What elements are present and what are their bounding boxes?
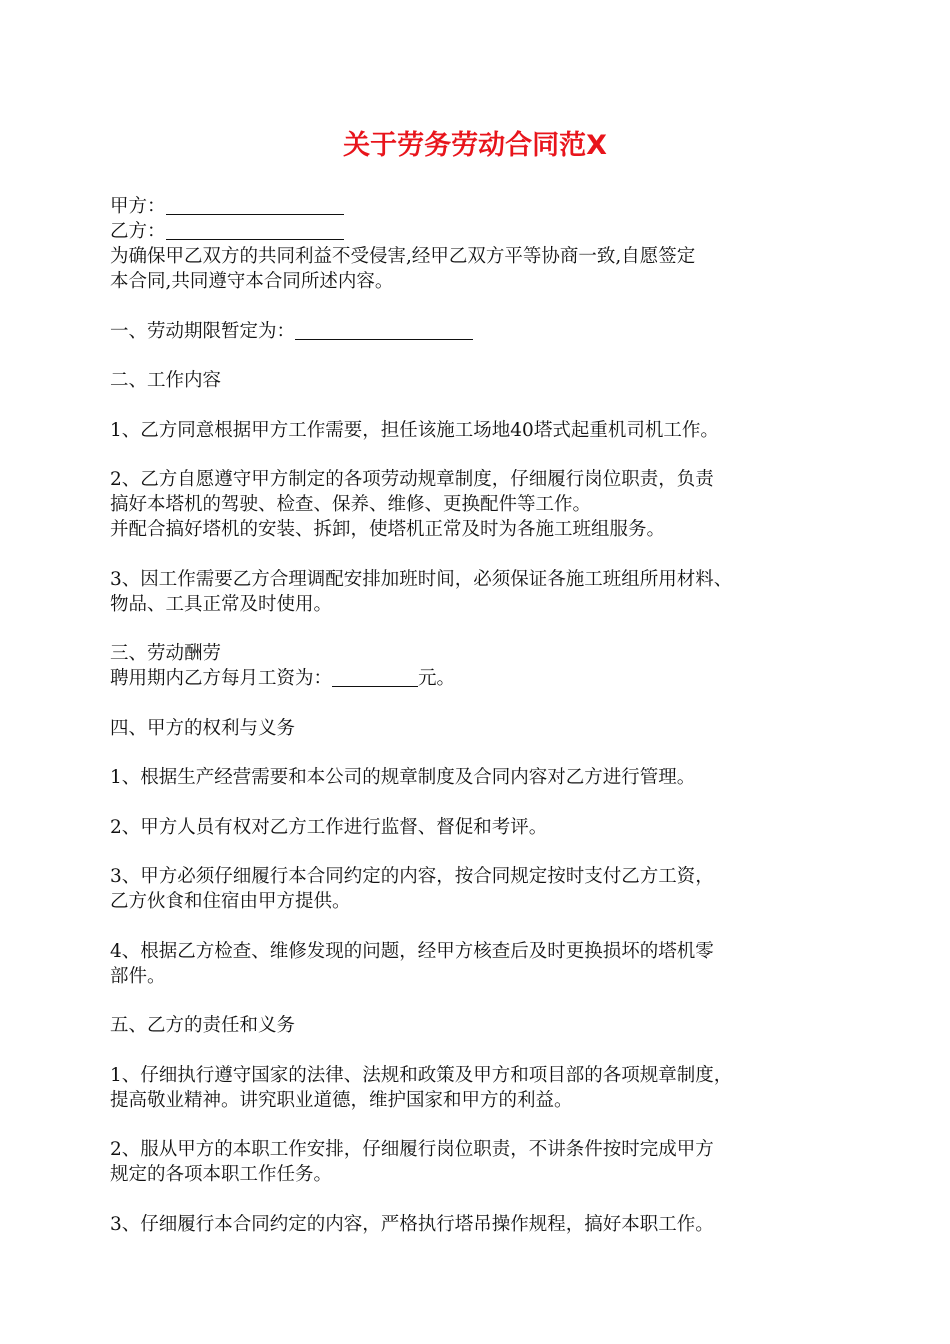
paragraph-line: 3、仔细履行本合同约定的内容，严格执行塔吊操作规程，搞好本职工作。 bbox=[110, 1213, 714, 1235]
paragraph-line: 搞好本塔机的驾驶、检查、保养、维修、更换配件等工作。 bbox=[110, 494, 592, 515]
paragraph-line: 3、甲方必须仔细履行本合同约定的内容，按合同规定按时支付乙方工资， bbox=[110, 866, 714, 887]
wage-suffix: 元。 bbox=[418, 668, 456, 689]
document-body bbox=[110, 194, 850, 1237]
wage-line bbox=[110, 666, 850, 691]
paragraph-line: 并配合搞好塔机的安装、拆卸，使塔机正常及时为各施工班组服务。 bbox=[110, 519, 666, 540]
section-heading: 四、甲方的权利与义务 bbox=[110, 717, 296, 739]
paragraph-line: 部件。 bbox=[110, 965, 166, 987]
paragraph-line: 乙方伙食和住宿由甲方提供。 bbox=[110, 891, 351, 912]
paragraph-line: 1、根据生产经营需要和本公司的规章制度及合同内容对乙方进行管理。 bbox=[110, 767, 696, 788]
paragraph-line: 物品、工具正常及时使用。 bbox=[110, 593, 333, 615]
paragraph-line: 2、甲方人员有权对乙方工作进行监督、督促和考评。 bbox=[110, 816, 548, 838]
wage-prefix: 聘用期内乙方每月工资为： bbox=[110, 668, 333, 689]
party-a-line bbox=[110, 194, 850, 219]
term-blank bbox=[295, 321, 473, 340]
section-heading: 三、劳动酬劳 bbox=[110, 643, 222, 664]
paragraph-line: 2、服从甲方的本职工作安排，仔细履行岗位职责，不讲条件按时完成甲方 bbox=[110, 1139, 714, 1160]
party-a-blank bbox=[166, 196, 344, 215]
party-a-label: 甲方： bbox=[110, 196, 166, 217]
preamble-line: 本合同,共同遵守本合同所述内容。 bbox=[110, 271, 394, 292]
paragraph-line: 4、根据乙方检查、维修发现的问题，经甲方核查后及时更换损坏的塔机零 bbox=[110, 940, 714, 962]
document-title: 关于劳务劳动合同范X bbox=[343, 130, 607, 161]
term-label: 一、劳动期限暂定为： bbox=[110, 320, 296, 342]
wage-blank bbox=[332, 668, 418, 687]
paragraph-line: 2、乙方自愿遵守甲方制定的各项劳动规章制度，仔细履行岗位职责，负责 bbox=[110, 469, 714, 490]
preamble-line: 为确保甲乙双方的共同利益不受侵害,经甲乙双方平等协商一致,自愿签定 bbox=[110, 246, 696, 267]
section-heading: 五、乙方的责任和义务 bbox=[110, 1015, 296, 1036]
party-b-line bbox=[110, 219, 850, 244]
party-b-label: 乙方： bbox=[110, 221, 166, 242]
paragraph-line: 规定的各项本职工作任务。 bbox=[110, 1164, 333, 1185]
section-heading: 二、工作内容 bbox=[110, 370, 222, 391]
term-line bbox=[110, 319, 850, 344]
paragraph-line: 1、乙方同意根据甲方工作需要，担任该施工场地40塔式起重机司机工作。 bbox=[110, 419, 719, 441]
paragraph-line: 1、仔细执行遵守国家的法律、法规和政策及甲方和项目部的各项规章制度， bbox=[110, 1064, 733, 1086]
party-b-blank bbox=[166, 221, 344, 240]
paragraph-line: 3、因工作需要乙方合理调配安排加班时间，必须保证各施工班组所用材料、 bbox=[110, 568, 733, 590]
paragraph-line: 提高敬业精神。讲究职业道德，维护国家和甲方的利益。 bbox=[110, 1089, 573, 1111]
